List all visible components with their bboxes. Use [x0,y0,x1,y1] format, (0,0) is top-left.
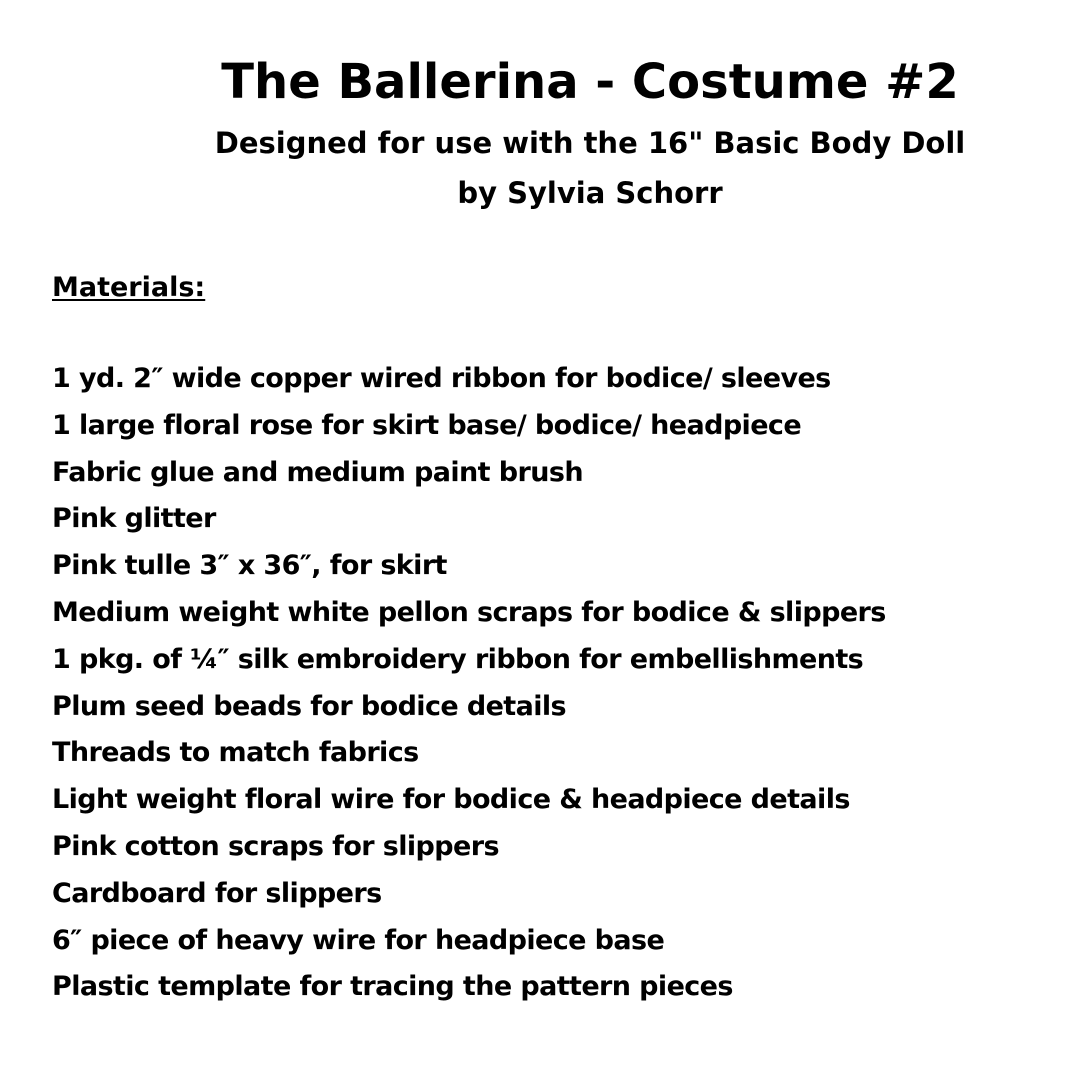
materials-list [52,356,886,1011]
materials-item: Plastic template for tracing the pattern pieces [52,971,733,1003]
materials-item: Medium weight white pellon scraps for bodice & slippers [52,596,886,628]
materials-heading: Materials: [52,272,206,303]
materials-item: Cardboard for slippers [52,877,382,909]
materials-item: Light weight floral wire for bodice & headpiece details [52,784,850,816]
materials-item: Pink cotton scraps for slippers [52,830,499,862]
materials-item: Threads to match fabrics [52,737,419,769]
materials-item: Pink tulle 3″ x 36″, for skirt [52,550,447,582]
author-byline: by Sylvia Schorr [457,176,723,210]
materials-item: Pink glitter [52,503,216,535]
materials-item: 1 pkg. of ¼″ silk embroidery ribbon for embellishments [52,643,864,675]
materials-item: Plum seed beads for bodice details [52,690,567,722]
materials-item: 6″ piece of heavy wire for headpiece base [52,924,665,956]
materials-item: 1 large floral rose for skirt base/ bodice/ headpiece [52,409,802,441]
materials-item: 1 yd. 2″ wide copper wired ribbon for bodice/ sleeves [52,363,831,394]
materials-item: Fabric glue and medium paint brush [52,456,583,488]
document-title: The Ballerina - Costume #2 [221,54,959,110]
document-subtitle: Designed for use with the 16" Basic Body Doll [214,126,966,160]
